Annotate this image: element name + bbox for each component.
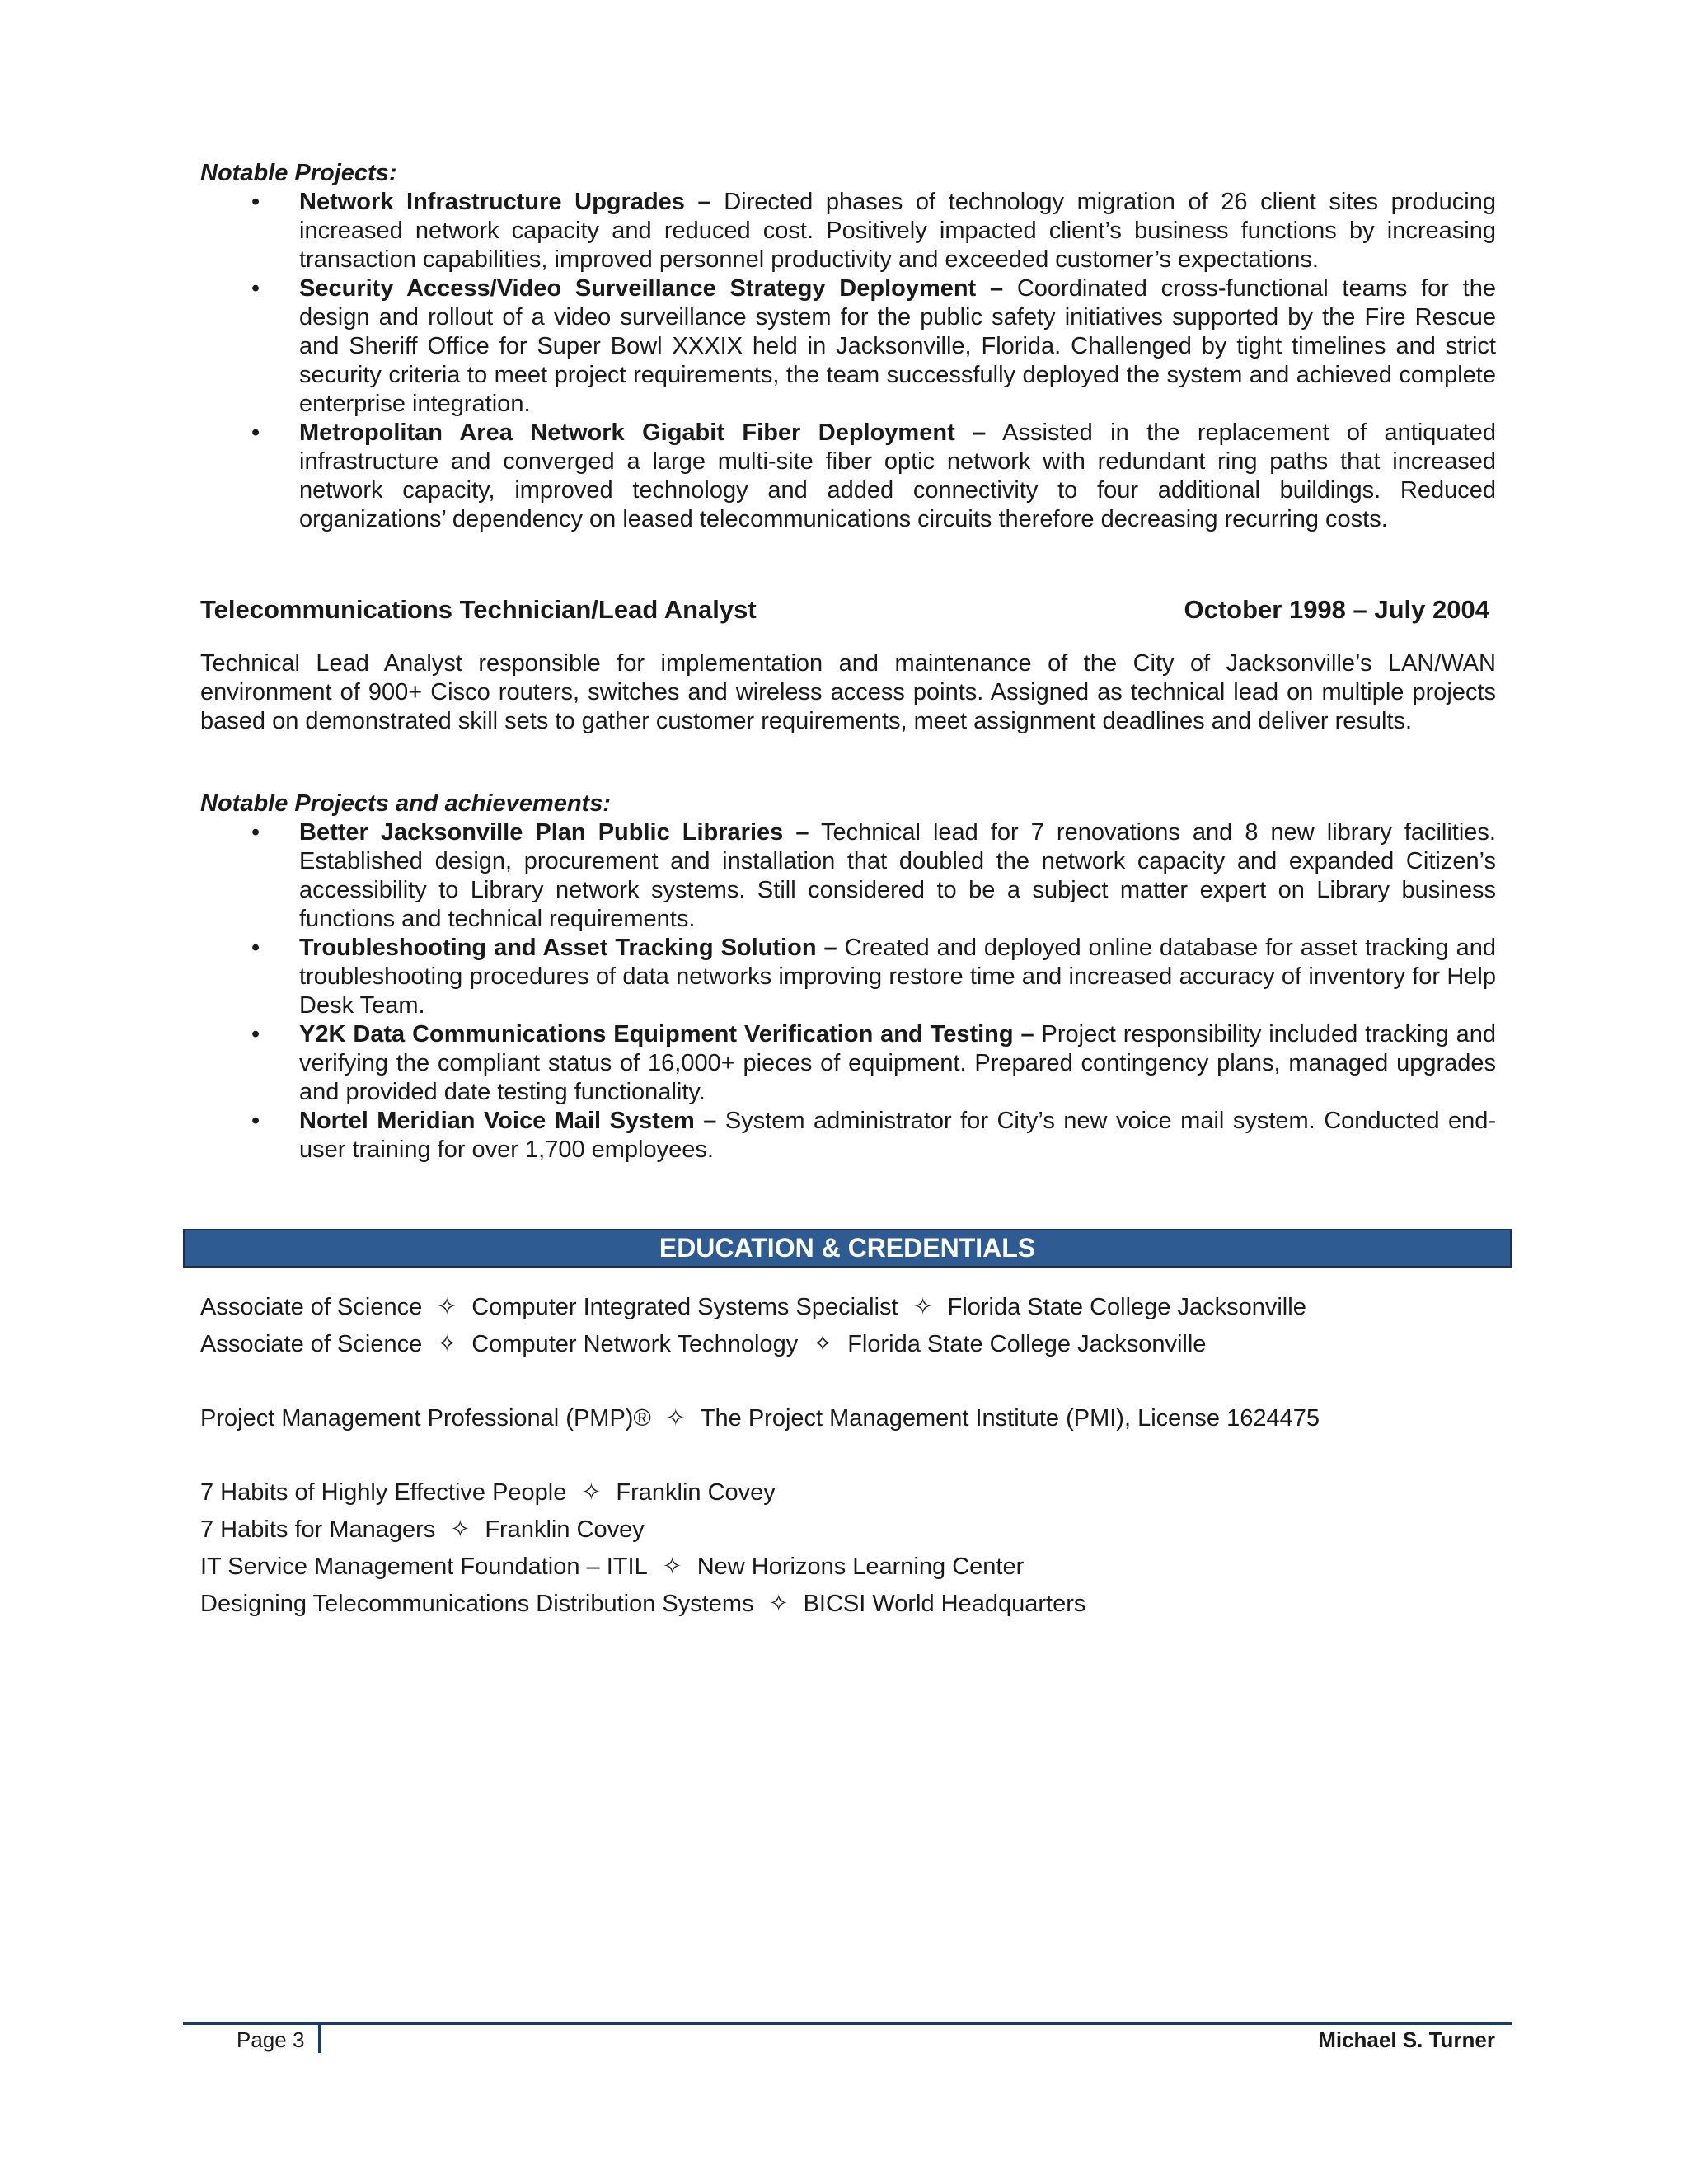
training-name: 7 Habits of Highly Effective People xyxy=(200,1479,567,1506)
bullet-icon: • xyxy=(251,1108,260,1134)
notable-projects-section xyxy=(200,159,1496,534)
training-line xyxy=(200,1549,1496,1586)
degree-type: Associate of Science xyxy=(200,1331,423,1357)
training-line xyxy=(200,1586,1496,1623)
achievements-heading: Notable Projects and achievements: xyxy=(200,790,611,817)
bullet-icon: • xyxy=(251,819,260,846)
achievements-list xyxy=(200,818,1496,1165)
training-provider: BICSI World Headquarters xyxy=(803,1591,1086,1617)
achievement-text: Project responsibility included tracking and verifying the compliant status of 16,000+ pieces of equipment. Prepared contingency plans, managed upgrades and provided date testing functionality. xyxy=(299,1021,1496,1105)
bullet-icon: • xyxy=(251,419,260,446)
certification-line xyxy=(200,1400,1496,1437)
achievement-title: Nortel Meridian Voice Mail System – xyxy=(299,1108,717,1134)
list-item xyxy=(200,934,1496,1020)
achievement-text: Created and deployed online database for asset tracking and troubleshooting procedures of data networks improving restore time and increased accuracy of inventory for Help Desk Team. xyxy=(299,935,1496,1019)
training-provider: Franklin Covey xyxy=(485,1516,645,1543)
list-item xyxy=(200,1107,1496,1165)
training-name: 7 Habits for Managers xyxy=(200,1516,436,1543)
diamond-star-icon: ✧ xyxy=(912,1294,933,1320)
degree-school: Florida State College Jacksonville xyxy=(847,1331,1207,1357)
job-title: Telecommunications Technician/Lead Analyst xyxy=(200,595,757,624)
diamond-star-icon: ✧ xyxy=(450,1516,471,1543)
training-name: Designing Telecommunications Distribution Systems xyxy=(200,1591,754,1617)
footer-author-name: Michael S. Turner xyxy=(1318,2027,1495,2052)
training-line xyxy=(200,1511,1496,1549)
bullet-icon: • xyxy=(251,189,260,215)
diamond-star-icon: ✧ xyxy=(662,1554,682,1580)
degree-school: Florida State College Jacksonville xyxy=(947,1294,1306,1320)
achievement-title: Troubleshooting and Asset Tracking Solution – xyxy=(299,935,837,961)
diamond-star-icon: ✧ xyxy=(665,1405,686,1432)
bullet-icon: • xyxy=(251,935,260,961)
training-name: IT Service Management Foundation – ITIL xyxy=(200,1554,648,1580)
notable-projects-heading: Notable Projects: xyxy=(200,160,397,186)
list-item xyxy=(200,818,1496,934)
project-title: Metropolitan Area Network Gigabit Fiber Deployment – xyxy=(299,419,987,446)
diamond-star-icon: ✧ xyxy=(437,1294,457,1320)
training-provider: New Horizons Learning Center xyxy=(696,1554,1025,1580)
diamond-star-icon: ✧ xyxy=(768,1591,789,1617)
list-item xyxy=(200,274,1496,419)
job-summary: Technical Lead Analyst responsible for implementation and maintenance of the City of Jacksonville’s LAN/WAN environment of 900+ Cisco routers, switches and wireless access points. Assigned as technical lead on multiple projects based on demonstrated skill sets to gather customer requirements, meet assignment deadlines and deliver results. xyxy=(200,650,1496,734)
job-dates: October 1998 – July 2004 xyxy=(1184,595,1489,624)
footer-rule xyxy=(183,2022,1512,2025)
degree-line xyxy=(200,1326,1496,1363)
footer-page-number: Page 3 xyxy=(237,2027,305,2052)
job-summary-block xyxy=(200,649,1496,736)
job-section xyxy=(200,593,1496,626)
project-title: Security Access/Video Surveillance Strategy Deployment – xyxy=(299,275,1004,302)
achievement-title: Y2K Data Communications Equipment Verification and Testing – xyxy=(299,1021,1034,1047)
project-text: Coordinated cross-functional teams for the design and rollout of a video surveillance system for the public safety initiatives supported by the Fire Rescue and Sheriff Office for Super Bowl XXXIX held in Jacksonville, Florida. Challenged by tight timelines and strict security criteria to meet project requirements, the team successfully deployed the system and achieved complete enterprise integration. xyxy=(299,275,1496,417)
list-item xyxy=(200,1020,1496,1107)
notable-projects-list xyxy=(200,188,1496,534)
education-list xyxy=(200,1289,1496,1623)
degree-line xyxy=(200,1289,1496,1326)
degree-type: Associate of Science xyxy=(200,1294,423,1320)
achievement-text: System administrator for City’s new voice mail system. Conducted end-user training for over 1,700 employees. xyxy=(299,1108,1497,1163)
bullet-icon: • xyxy=(251,1021,260,1047)
list-item xyxy=(200,419,1496,534)
education-section-header: EDUCATION & CREDENTIALS xyxy=(183,1229,1512,1268)
certification-issuer: The Project Management Institute (PMI), License 1624475 xyxy=(700,1405,1320,1432)
degree-field: Computer Network Technology xyxy=(471,1331,799,1357)
diamond-star-icon: ✧ xyxy=(581,1479,602,1506)
list-item xyxy=(200,188,1496,274)
diamond-star-icon: ✧ xyxy=(813,1331,833,1357)
achievement-title: Better Jacksonville Plan Public Libraries – xyxy=(299,819,809,846)
footer-divider xyxy=(318,2025,321,2053)
project-title: Network Infrastructure Upgrades – xyxy=(299,189,711,215)
training-line xyxy=(200,1474,1496,1511)
achievement-text: Technical lead for 7 renovations and 8 new library facilities. Established design, procurement and installation that doubled the network capacity and expanded Citizen’s accessibility to Library network systems. Still considered to be a subject matter expert on Library business functions and technical requirements. xyxy=(299,819,1496,932)
job-header xyxy=(200,593,1496,626)
certification-name: Project Management Professional (PMP)® xyxy=(200,1405,651,1432)
project-text: Assisted in the replacement of antiquated infrastructure and converged a large multi-site fiber optic network with redundant ring paths that increased network capacity, improved technology and added connectivity to four additional buildings. Reduced organizations’ dependency on leased telecommunications circuits therefore decreasing recurring costs. xyxy=(299,419,1496,532)
achievements-section xyxy=(200,790,1496,1165)
project-text: Directed phases of technology migration of 26 client sites producing increased network capacity and reduced cost. Positively impacted client’s business functions by increasing transaction capabilities, improved personnel productivity and exceeded customer’s expectations. xyxy=(299,189,1496,273)
diamond-star-icon: ✧ xyxy=(437,1331,457,1357)
training-provider: Franklin Covey xyxy=(616,1479,776,1506)
degree-field: Computer Integrated Systems Specialist xyxy=(471,1294,898,1320)
bullet-icon: • xyxy=(251,275,260,302)
